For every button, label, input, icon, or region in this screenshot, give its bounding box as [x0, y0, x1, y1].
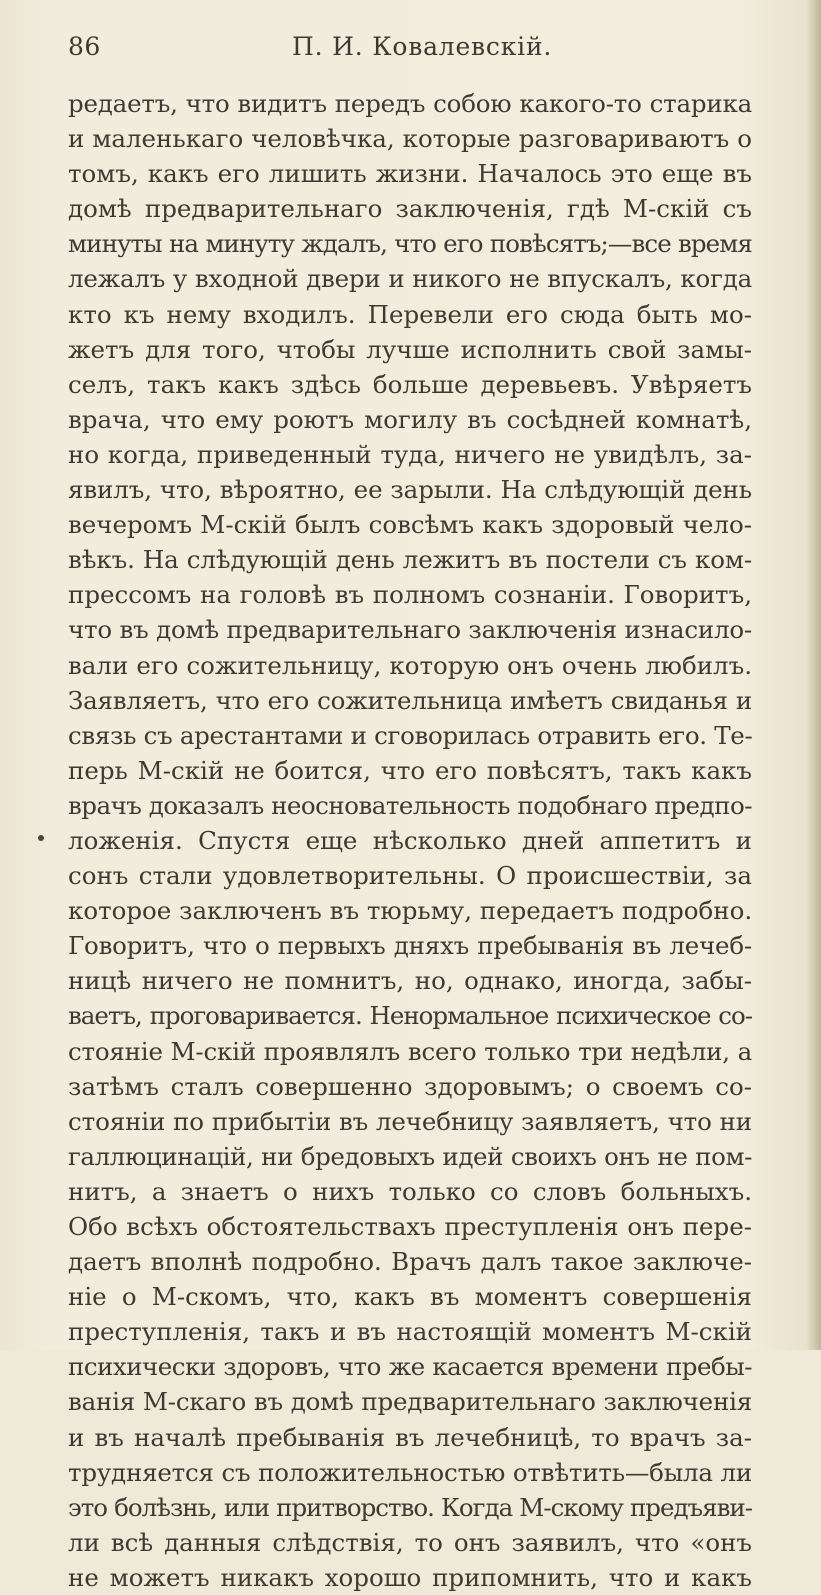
- text-line: ваетъ, проговаривается. Ненормальное психическое со-: [68, 1001, 752, 1031]
- text-line: что въ домѣ предварительнаго заключенія изнасило-: [68, 615, 752, 645]
- text-line: врачъ доказалъ неосновательность подобнаго предпо-: [68, 790, 752, 820]
- text-line: и маленькаго человѣчка, которые разговариваютъ о: [68, 124, 752, 154]
- text-line: жетъ для того, чтобы лучше исполнить свой замы-: [68, 334, 752, 364]
- page-header: [64, 30, 754, 66]
- text-line: Говоритъ, что о первыхъ дняхъ пребыванія въ лечеб-: [68, 931, 752, 961]
- text-line: даетъ вполнѣ подробно. Врачъ далъ такое заключе-: [68, 1247, 752, 1277]
- text-line: Обо всѣхъ обстоятельствахъ преступленія онъ пере-: [68, 1212, 752, 1241]
- text-line: затѣмъ сталъ совершенно здоровымъ; о своемъ со-: [68, 1071, 752, 1101]
- text-line: связь съ арестантами и сговорилась отравить его. Те-: [68, 720, 752, 750]
- text-line: вечеромъ М-скій былъ совсѣмъ какъ здоровый чело-: [68, 510, 752, 540]
- text-line: перь М-скій не боится, что его повѣсятъ, такъ какъ: [68, 755, 752, 785]
- text-line: врача, что ему роютъ могилу въ сосѣдней комнатѣ,: [68, 404, 752, 434]
- text-line: кто къ нему входилъ. Перевели его сюда быть мо-: [68, 299, 752, 329]
- text-line: ванія М-скаго въ домѣ предварительнаго заключенія: [68, 1387, 752, 1417]
- text-line: селъ, такъ какъ здѣсь больше деревьевъ. Увѣряетъ: [68, 369, 752, 399]
- text-line: сонъ стали удовлетворительны. О происшествіи, за: [68, 861, 752, 891]
- text-line: которое заключенъ въ тюрьму, передаетъ подробно.: [68, 896, 752, 926]
- text-line: стояніи по прибытіи въ лечебницу заявляетъ, что ни: [68, 1106, 752, 1136]
- text-line: нитъ, а знаетъ о нихъ только со словъ больныхъ.: [68, 1176, 752, 1206]
- text-line: но когда, приведенный туда, ничего не увидѣлъ, за-: [68, 439, 752, 469]
- text-line: лежалъ у входной двери и никого не впускалъ, когда: [68, 264, 752, 294]
- text-line: и въ началѣ пребыванія въ лечебницѣ, то врачъ за-: [68, 1422, 752, 1452]
- text-line: трудняется съ положительностью отвѣтить—была ли: [68, 1457, 752, 1487]
- text-line: вѣкъ. На слѣдующій день лежитъ въ постели съ ком-: [68, 545, 752, 575]
- text-line: редаетъ, что видитъ передъ собою какого-то старика: [68, 89, 752, 118]
- text-line: психически здоровъ, что же касается времени пребы-: [68, 1352, 752, 1382]
- text-line: минуты на минуту ждалъ, что его повѣсятъ;—все время: [68, 229, 752, 259]
- text-line: ложенія. Спустя еще нѣсколько дней аппетитъ и: [68, 825, 752, 855]
- text-line: стояніе М-скій проявлялъ всего только три недѣли, а: [68, 1036, 752, 1066]
- text-line: не можетъ никакъ хорошо припомнить, что и какъ: [68, 1562, 752, 1592]
- text-line: томъ, какъ его лишить жизни. Началось это еще въ: [68, 159, 752, 189]
- text-line: Заявляетъ, что его сожительница имѣетъ свиданья и: [68, 685, 752, 715]
- page-number: 86: [68, 32, 101, 61]
- margin-mark: [38, 835, 44, 841]
- text-line: преступленія, такъ и въ настоящій моментъ М-скій: [68, 1317, 752, 1347]
- text-line: это болѣзнь, или притворство. Когда М-скому предъяви-: [68, 1492, 752, 1522]
- text-line: прессомъ на головѣ въ полномъ сознаніи. Говоритъ,: [68, 580, 752, 610]
- running-head: П. И. Ковалевскій.: [292, 32, 553, 61]
- text-line: домѣ предварительнаго заключенія, гдѣ М-скій съ: [68, 194, 752, 224]
- text-line: ніе о М-скомъ, что, какъ въ моментъ совершенія: [68, 1282, 752, 1312]
- page-edge-shadow: [807, 0, 821, 1350]
- text-line: явилъ, что, вѣроятно, ее зарыли. На слѣдующій день: [68, 475, 752, 505]
- text-line: галлюцинацій, ни бредовыхъ идей своихъ онъ не пом-: [68, 1141, 752, 1171]
- text-line: ли всѣ данныя слѣдствія, то онъ заявилъ, что «онъ: [68, 1527, 752, 1557]
- text-line: ницѣ ничего не помнитъ, но, однако, иногда, забы-: [68, 966, 752, 996]
- body-text: [68, 86, 752, 1595]
- text-line: вали его сожительницу, которую онъ очень любилъ.: [68, 650, 752, 680]
